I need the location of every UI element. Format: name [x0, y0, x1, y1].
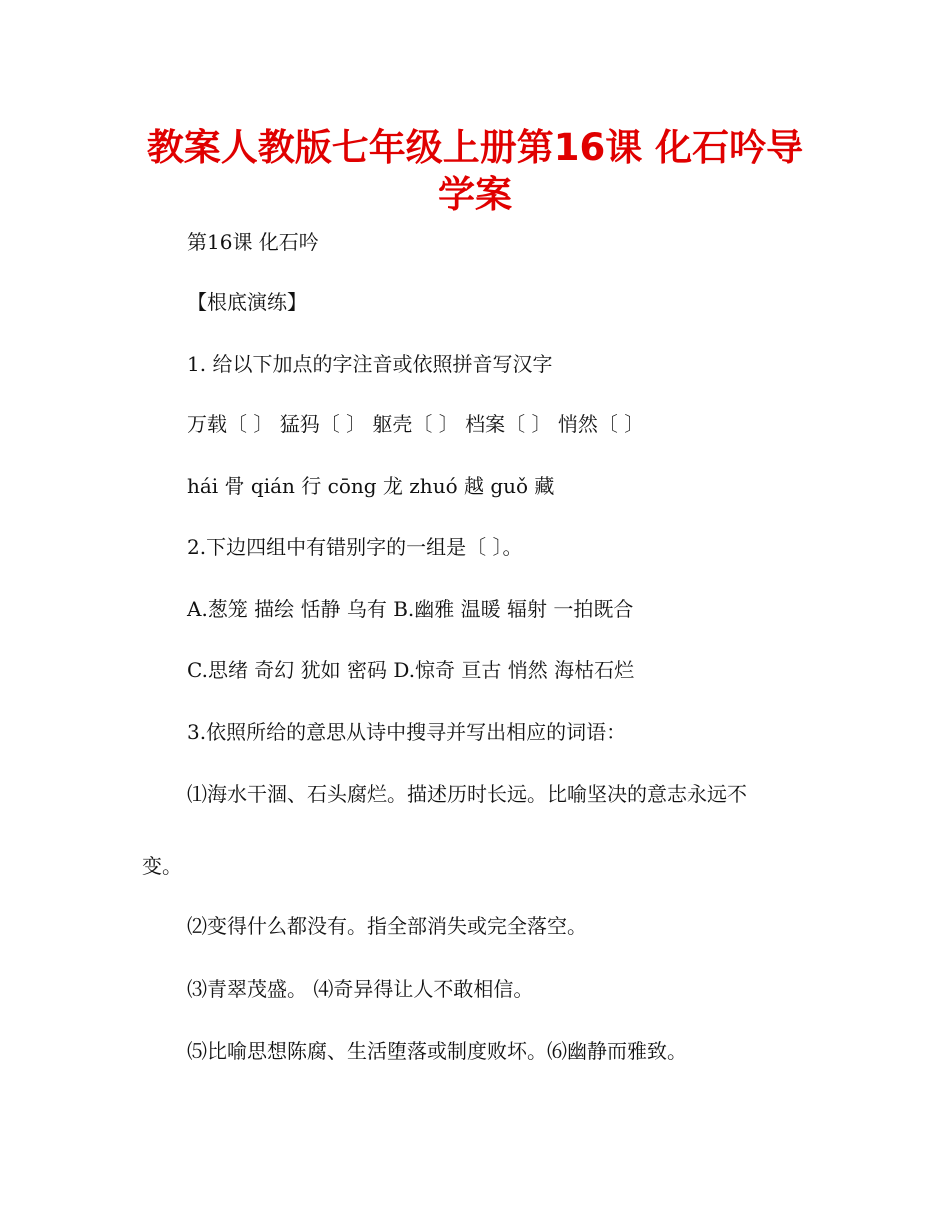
question-1: 1. 给以下加点的字注音或依照拼音写汉字 — [187, 352, 553, 376]
question-3: 3.依照所给的意思从诗中搜寻并写出相应的词语： — [187, 720, 627, 744]
question-1-words: 万载〔 〕 猛犸〔 〕 躯壳〔 〕 档案〔 〕 悄然〔 〕 — [187, 412, 645, 436]
question-2-options-cd: C.思绪 奇幻 犹如 密码 D.惊奇 亘古 悄然 海枯石烂 — [187, 658, 635, 682]
question-3-items-3-4: ⑶青翠茂盛。 ⑷奇异得让人不敢相信。 — [187, 977, 534, 1001]
question-3-items-5-6: ⑸比喻思想陈腐、生活堕落或制度败坏。⑹幽静而雅致。 — [187, 1039, 687, 1063]
question-2-options-ab: A.葱笼 描绘 恬静 乌有 B.幽雅 温暖 辐射 一拍既合 — [187, 597, 634, 621]
section-heading: 【根底演练】 — [187, 290, 307, 314]
question-3-item-1-continued: 变。 — [142, 854, 182, 878]
document-title-line-2: 学案 — [438, 173, 512, 216]
document-title-line-1: 教案人教版七年级上册第16课 化石吟导 — [146, 126, 804, 169]
lesson-heading: 第16课 化石吟 — [187, 230, 319, 254]
question-3-item-2: ⑵变得什么都没有。指全部消失或完全落空。 — [187, 914, 587, 938]
question-3-item-1: ⑴海水干涸、石头腐烂。描述历时长远。比喻坚决的意志永远不 — [187, 782, 747, 806]
question-2: 2.下边四组中有错别字的一组是〔 〕。 — [187, 535, 523, 559]
question-1-pinyin: hái 骨 qián 行 cōng 龙 zhuó 越 guǒ 藏 — [187, 474, 555, 498]
